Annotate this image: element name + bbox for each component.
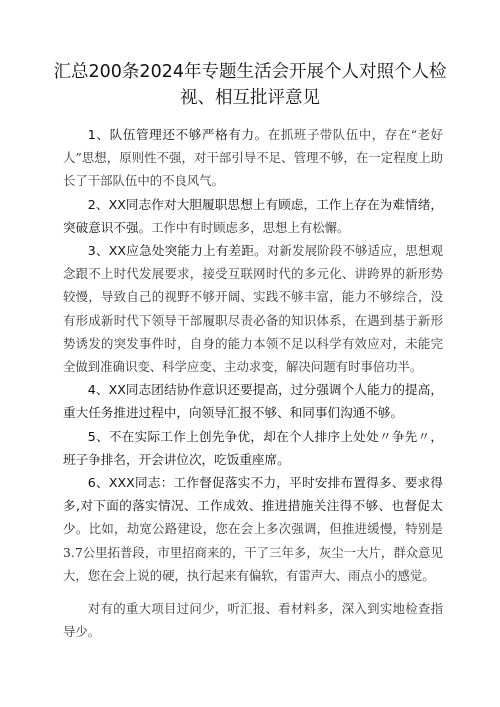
paragraph-6-text: 比如，劫宽公路建设，您在会上多次强调，但推进缓慢，特别是3.7公里拓普段，市里招商来的，干了三年多，灰尘一大片，群众意见大，您在会上说的硬，执行起来有偏软，有雷声大、雨点小的感觉。 <box>63 521 444 583</box>
paragraph-2-heading: 2、XX同志作对大胆履职思想上有顾虑，工作上存在为难情绪，突破意识不强。 <box>63 196 443 235</box>
paragraph-3-text: 对新发展阶段不够适应，思想观念跟不上时代发展要求，接受互联网时代的多元化、讲跨界的新形势较慢，导致自己的视野不够开阔、实践不够丰富，能力不够综合，没有形成新时代下领导干部履职尽责必备的知识体系，在遇到基于新形势诱发的突发事件时，自身的能力本领不足以科学有效应对，未能完全做到准确识变、科学应变、主动求变，解决问题有时事倍功半。 <box>63 243 443 375</box>
paragraph-6 <box>63 471 443 587</box>
document-title-line-1: 汇总200条2024年专题生活会开展个人对照个人检 <box>53 62 447 82</box>
paragraph-1-text: 在抓班子带队伍中，存在“老好人”思想，原则性不强，对干部引导不足、管理不够，在一定程度上助长了干部队伍中的不良风气。 <box>63 127 443 189</box>
paragraph-1-heading: 1、队伍管理还不够严格有力。 <box>87 127 268 142</box>
document-title-line-2: 视、相互批评意见 <box>180 88 320 108</box>
paragraph-4-heading: 4、XX同志团结协作意识还要提高，过分强调个人能力的提高，重大任务推进过程中，向领导汇报不够、和同事们沟通不够。 <box>63 382 443 421</box>
document-body <box>63 123 443 643</box>
paragraph-5-heading: 5、不在实际工作上创先争优，却在个人排序上处处〃争先〃，班子争排名，开会讲位次，吃饭重座席。 <box>63 428 443 467</box>
paragraph-5 <box>63 425 443 471</box>
paragraph-2 <box>63 193 443 239</box>
paragraph-4 <box>63 378 443 424</box>
paragraph-3-heading: 3、XX应急处突能力上有差距。 <box>87 243 267 259</box>
closing-paragraph: 对有的重大项目过问少，听汇报、看材料多，深入到实地检查指导少。 <box>63 601 443 640</box>
paragraph-3 <box>63 239 443 378</box>
paragraph-6-heading: 6、XXX同志：工作督促落实不力，平时安排布置得多、要求得多,对下面的落实情况、工作成效、推进措施关注得不够、也督促太少。 <box>63 475 443 537</box>
paragraph-1 <box>63 123 443 193</box>
paragraph-2-text: 工作中有时顾虑多，思想上有松懈。 <box>151 219 350 235</box>
